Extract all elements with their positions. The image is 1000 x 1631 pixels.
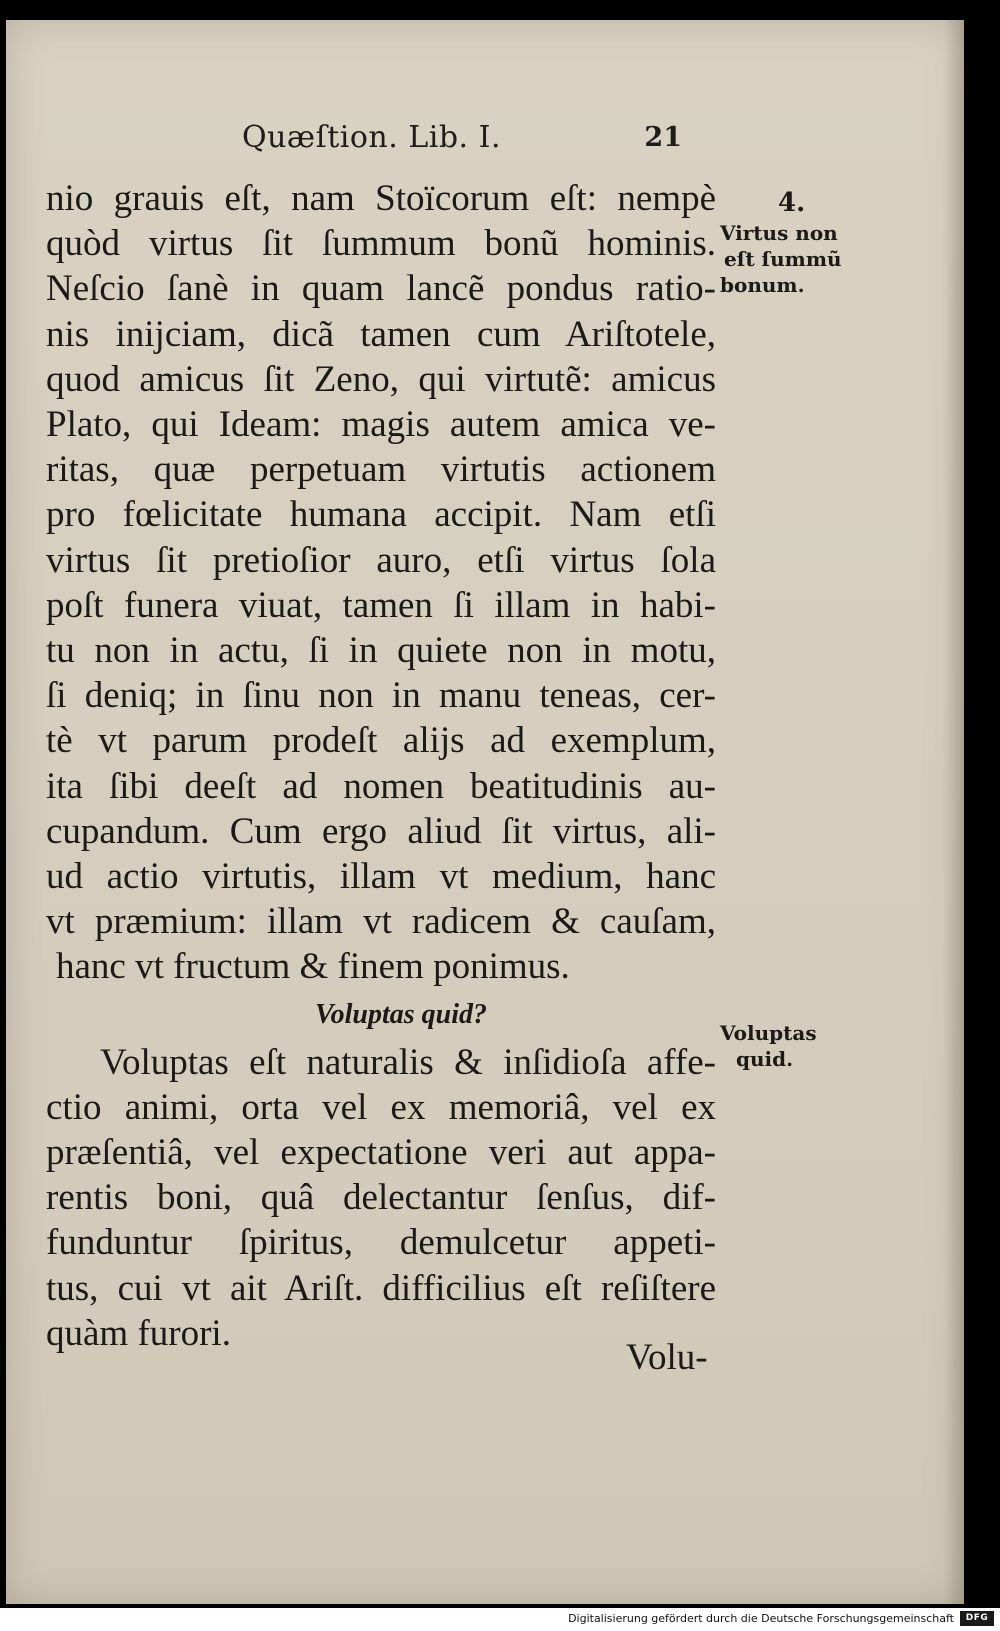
marginal-line: bonum. <box>720 273 805 297</box>
text-line: ud actio virtutis, illam vt medium, hanc <box>46 856 716 898</box>
text-line: præſentiâ, vel expectatione veri aut appa- <box>46 1132 716 1174</box>
text-line: Voluptas eſt naturalis & inſidioſa affe- <box>100 1041 716 1083</box>
text-line: hanc vt fructum & finem ponimus. <box>56 946 570 988</box>
section-subheading: Voluptas quid? <box>315 998 487 1030</box>
text-line: quòd virtus ſit ſummum bonũ hominis. <box>46 223 716 265</box>
funding-credit: Digitalisierung gefördert durch die Deutsche Forschungsgemeinschaft <box>568 1612 954 1625</box>
text-line: Plato, qui Ideam: magis autem amica ve- <box>46 404 716 446</box>
text-line: rentis boni, quâ delectantur ſenſus, dif- <box>46 1177 716 1219</box>
text-line: tu non in actu, ſi in quiete non in motu, <box>46 630 716 672</box>
main-text <box>46 176 716 1356</box>
text-line: ita ſibi deeſt ad nomen beatitudinis au- <box>46 765 716 807</box>
text-line: poſt funera viuat, tamen ſi illam in habi- <box>46 584 716 626</box>
text-line: pro fœlicitate humana accipit. Nam etſi <box>46 494 716 536</box>
text-line: nio grauis eſt, nam Stoïcorum eſt: nempè <box>46 178 716 219</box>
text-line: ſi deniq; in ſinu non in manu teneas, cer- <box>46 675 716 717</box>
running-head: Quæſtion. Lib. I. <box>242 120 502 155</box>
text-line: virtus ſit pretioſior auro, etſi virtus ſola <box>46 539 716 581</box>
dfg-logo: DFG <box>960 1611 994 1626</box>
text-line: cupandum. Cum ergo aliud ſit virtus, ali- <box>46 810 716 852</box>
text-line: Neſcio ſanè in quam lancẽ pondus ratio- <box>46 268 716 310</box>
marginal-line: quid. <box>736 1047 794 1071</box>
marginal-line: Voluptas <box>720 1021 817 1045</box>
marginal-note-virtus <box>720 220 842 298</box>
text-line: vt præmium: illam vt radicem & cauſam, <box>46 901 716 943</box>
text-line: ctio animi, orta vel ex memoriâ, vel ex <box>46 1086 716 1128</box>
text-line: quàm furori. <box>46 1312 231 1354</box>
marginal-note-voluptas <box>720 1020 817 1072</box>
page-number: 21 <box>644 122 682 153</box>
page-header <box>242 120 682 166</box>
marginal-line: eſt ſummũ <box>724 247 842 271</box>
text-line: nis inijciam, dicã tamen cum Ariſtotele, <box>46 313 716 355</box>
text-line: tè vt parum prodeſt alijs ad exemplum, <box>46 720 716 762</box>
digitization-footer <box>0 1608 1000 1631</box>
text-line: ritas, quæ perpetuam virtutis actionem <box>46 449 716 491</box>
marginal-section-number: 4. <box>778 188 806 218</box>
book-page <box>6 20 964 1604</box>
text-line: tus, cui vt ait Ariſt. difficilius eſt reſiſtere <box>46 1267 716 1309</box>
text-line: quod amicus ſit Zeno, qui virtutẽ: amicus <box>46 358 716 400</box>
catchword: Volu- <box>626 1337 708 1378</box>
marginal-line: Virtus non <box>720 221 838 245</box>
text-line: funduntur ſpiritus, demulcetur appeti- <box>46 1222 716 1264</box>
